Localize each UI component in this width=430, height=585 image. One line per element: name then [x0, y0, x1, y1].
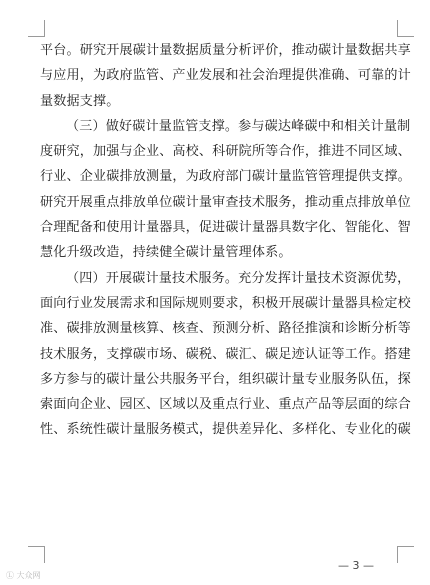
- text-line: 与应用，为政府监管、产业发展和社会治理提供准确、可靠的计: [40, 68, 411, 84]
- text-line: 研究开展重点排放单位碳计量审查技术服务，推动重点排放单位: [40, 194, 411, 210]
- text-line: 度研究，加强与企业、高校、科研院所等合作，推进不同区域、: [40, 144, 411, 160]
- crop-mark-top-left: [28, 20, 45, 37]
- text-line: 慧化升级改造，持续健全碳计量管理体系。: [40, 245, 292, 261]
- text-line: 行业、企业碳排放测量，为政府部门碳计量监管管理提供支撑。: [40, 169, 411, 185]
- page-number: — 3 —: [338, 559, 374, 572]
- crop-mark-bottom-right: [397, 546, 414, 563]
- text-line: 索面向企业、园区、区域以及重点行业、重点产品等层面的综合: [40, 397, 411, 413]
- paragraph-3: [40, 266, 411, 443]
- text-line: 多方参与的碳计量公共服务平台，组织碳计量专业服务队伍，探: [40, 371, 411, 387]
- text-line: 准、碳排放测量核算、核查、预测分析、路径推演和诊断分析等: [40, 321, 411, 337]
- text-line: 量数据支撑。: [40, 93, 120, 109]
- text-line: （四）开展碳计量技术服务。充分发挥计量技术资源优势，: [66, 270, 411, 286]
- text-line: 合理配备和使用计量器具，促进碳计量器具数字化、智能化、智: [40, 220, 411, 236]
- paragraph-1: [40, 38, 411, 114]
- text-line: 面向行业发展需求和国际规则要求，积极开展碳计量器具检定校: [40, 295, 411, 311]
- watermark-logo: Ⓛ 大众网: [6, 571, 41, 580]
- document-body: [40, 38, 411, 443]
- text-line: 技术服务，支撑碳市场、碳税、碳汇、碳足迹认证等工作。搭建: [40, 346, 411, 362]
- crop-mark-top-right: [397, 20, 414, 37]
- text-line: （三）做好碳计量监管支撑。参与碳达峰碳中和相关计量制: [66, 118, 411, 134]
- crop-mark-bottom-left: [28, 546, 45, 563]
- paragraph-2: [40, 114, 411, 266]
- text-line: 性、系统性碳计量服务模式，提供差异化、多样化、专业化的碳: [40, 422, 411, 438]
- text-line: 平台。研究开展碳计量数据质量分析评价，推动碳计量数据共享: [40, 43, 411, 58]
